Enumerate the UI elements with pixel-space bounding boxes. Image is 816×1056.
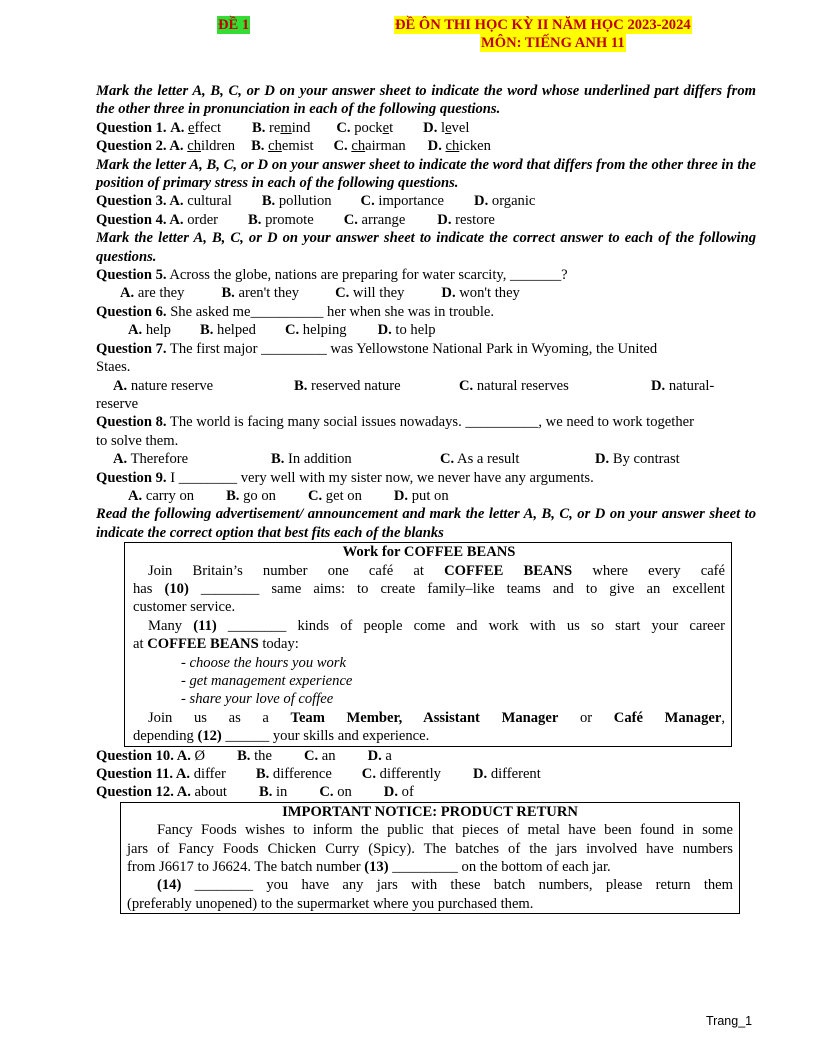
exam-code: ĐỀ 1 [218, 17, 250, 33]
question-4: Question 4. A. order B. promote C. arrange D. restore [96, 211, 495, 228]
ad-bullet: - share your love of coffee [181, 691, 334, 708]
question-9-options: A. carry on B. go on C. get on D. put on [128, 487, 449, 504]
notice-line: from J6617 to J6624. The batch number (13) _________ on the bottom of each jar. [127, 859, 611, 876]
question-5: Question 5. Across the globe, nations are preparing for water scarcity, _______? [96, 267, 568, 284]
instruction-reading: Read the following advertisement/ announcement and mark the letter A, B, C, or D on your answer sheet to indicate the correct option that best fits each of the blanks [96, 506, 756, 541]
question-8-options: A. Therefore B. In addition C. As a result D. By contrast [113, 451, 680, 468]
question-8-cont: to solve them. [96, 432, 179, 449]
ad-line: Join us as a Team Member, Assistant Manager or Café Manager, [148, 709, 725, 726]
question-6-options: A. help B. helped C. helping D. to help [128, 322, 436, 339]
exam-header [96, 16, 756, 54]
exam-subject: MÔN: TIẾNG ANH 11 [481, 35, 625, 51]
page-number: Trang_1 [706, 1014, 753, 1028]
notice-line: (preferably unopened) to the supermarket where you purchased them. [127, 895, 534, 912]
question-8: Question 8. The world is facing many social issues nowadays. __________, we need to work together [96, 414, 694, 431]
question-1: Question 1. A. effect B. remind C. pocket D. level [96, 119, 470, 136]
question-7-options: A. nature reserve B. reserved nature C. natural reserves D. natural- [113, 377, 715, 394]
question-12: Question 12. A. about B. in C. on D. of [96, 784, 414, 801]
question-2: Question 2. A. children B. chemist C. chairman D. chicken [96, 138, 491, 155]
notice-line: Fancy Foods wishes to inform the public that pieces of metal have been found in some [157, 822, 733, 839]
question-11: Question 11. A. differ B. difference C. differently D. different [96, 766, 541, 782]
notice-line: (14) ________ you have any jars with these batch numbers, please return them [157, 877, 733, 894]
question-7: Question 7. The first major _________ was Yellowstone National Park in Wyoming, the United [96, 340, 658, 357]
ad-line: Join Britain’s number one café at COFFEE BEANS where every café [148, 562, 726, 579]
ad-line: at COFFEE BEANS today: [133, 636, 299, 653]
instruction-correct-answer: Mark the letter A, B, C, or D on your answer sheet to indicate the correct answer to each of the following questions. [96, 230, 756, 265]
ad-line: Many (11) ________ kinds of people come and work with us so start your career [148, 617, 725, 634]
question-7-options-cont: reserve [96, 395, 139, 412]
question-9: Question 9. I ________ very well with my sister now, we never have any arguments. [96, 469, 594, 486]
question-5-options: A. are they B. aren't they C. will they D. won't they [120, 285, 520, 302]
question-3: Question 3. A. cultural B. pollution C. importance D. organic [96, 193, 536, 210]
ad-bullet: - choose the hours you work [181, 654, 346, 671]
instruction-stress: Mark the letter A, B, C, or D on your answer sheet to indicate the word that differs from the other three in the position of primary stress in each of the following questions. [96, 156, 756, 192]
instruction-pronunciation: Mark the letter A, B, C, or D on your answer sheet to indicate the word whose underlined part differs from the other three in pronunciation in each of the following questions. [96, 83, 756, 118]
notice-title: IMPORTANT NOTICE: PRODUCT RETURN [282, 803, 578, 820]
ad-line: depending (12) ______ your skills and experience. [133, 728, 430, 745]
ad-line: customer service. [133, 599, 236, 616]
ad-bullet: - get management experience [181, 672, 353, 689]
notice-box [120, 802, 740, 914]
question-6: Question 6. She asked me__________ her when she was in trouble. [96, 303, 495, 320]
question-7-cont: Staes. [96, 359, 131, 376]
exam-page [96, 16, 756, 914]
advertisement-box [124, 542, 732, 746]
notice-line: jars of Fancy Foods Chicken Curry (Spicy). The batches of the jars involved have numbers [127, 840, 733, 857]
ad-line: has (10) ________ same aims: to create family–like teams and to give an excellent [133, 580, 725, 597]
question-10: Question 10. A. Ø B. the C. an D. a [96, 747, 392, 764]
advertisement-title: Work for COFFEE BEANS [342, 544, 516, 561]
exam-title: ĐỀ ÔN THI HỌC KỲ II NĂM HỌC 2023-2024 [395, 17, 691, 33]
